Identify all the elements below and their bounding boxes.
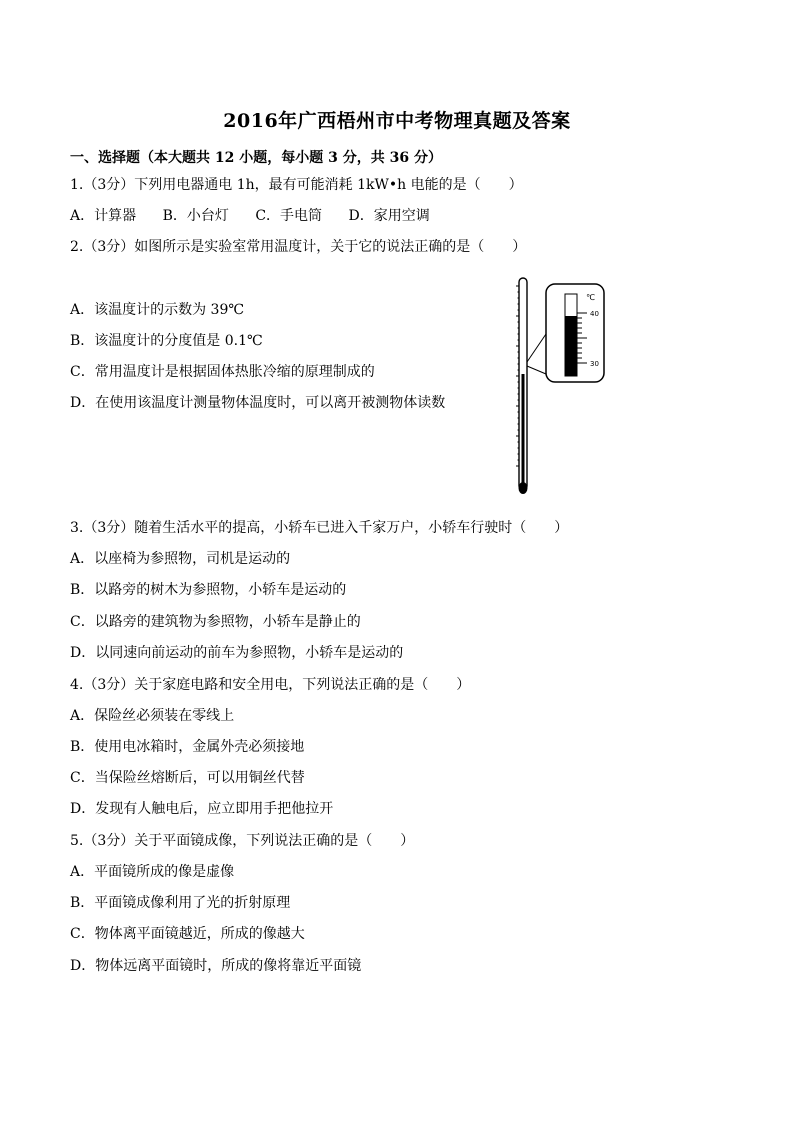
callout-line-bottom [527,366,546,374]
question-1-options [70,208,452,224]
question-2-option-b: B．该温度计的分度值是 0.1℃ [70,333,263,349]
section-heading: 一、选择题（本大题共 12 小题，每小题 3 分，共 36 分） [70,150,442,166]
question-4-option-b: B．使用电冰箱时，金属外壳必须接地 [70,739,305,755]
thermometer-body [516,278,528,494]
question-5-stem: 5.（3分）关于平面镜成像，下列说法正确的是（ ） [70,833,415,849]
question-3-option-c: C．以路旁的建筑物为参照物，小轿车是静止的 [70,614,361,630]
question-2-option-a: A．该温度计的示数为 39℃ [70,302,245,318]
question-3-option-b: B．以路旁的树木为参照物，小轿车是运动的 [70,582,347,598]
scale-label-40: 40 [590,310,599,318]
question-2-option-d: D．在使用该温度计测量物体温度时，可以离开被测物体读数 [70,395,446,411]
question-4-option-c: C．当保险丝熔断后，可以用铜丝代替 [70,770,305,786]
question-1-option-d: D．家用空调 [348,208,430,224]
magnified-scale [546,284,604,382]
question-4-option-d: D．发现有人触电后，应立即用手把他拉开 [70,801,334,817]
page-title: 2016年广西梧州市中考物理真题及答案 [223,110,571,132]
question-3-option-a: A．以座椅为参照物，司机是运动的 [70,551,291,567]
question-2-stem: 2.（3分）如图所示是实验室常用温度计，关于它的说法正确的是（ ） [70,239,527,255]
scale-label-30: 30 [590,360,599,368]
question-5-option-d: D．物体远离平面镜时，所成的像将靠近平面镜 [70,958,362,974]
question-4-option-a: A．保险丝必须装在零线上 [70,708,235,724]
question-1-option-b: B．小台灯 [162,208,229,224]
question-1-option-a: A．计算器 [70,208,137,224]
question-5-option-c: C．物体离平面镜越近，所成的像越大 [70,926,305,942]
question-2-option-c: C．常用温度计是根据固体热胀冷缩的原理制成的 [70,364,375,380]
question-1-option-c: C．手电筒 [255,208,323,224]
question-4-stem: 4.（3分）关于家庭电路和安全用电，下列说法正确的是（ ） [70,677,471,693]
question-5-option-b: B．平面镜成像利用了光的折射原理 [70,895,291,911]
callout-line-top [527,334,546,362]
question-3-option-d: D．以同速向前运动的前车为参照物，小轿车是运动的 [70,645,404,661]
question-5-option-a: A．平面镜所成的像是虚像 [70,864,235,880]
question-3-stem: 3.（3分）随着生活水平的提高，小轿车已进入千家万户，小轿车行驶时（ ） [70,520,569,536]
thermometer-figure [506,274,616,500]
scale-unit: ℃ [586,293,595,302]
question-1-stem: 1.（3分）下列用电器通电 1h，最有可能消耗 1kW•h 电能的是（ ） [70,177,523,193]
